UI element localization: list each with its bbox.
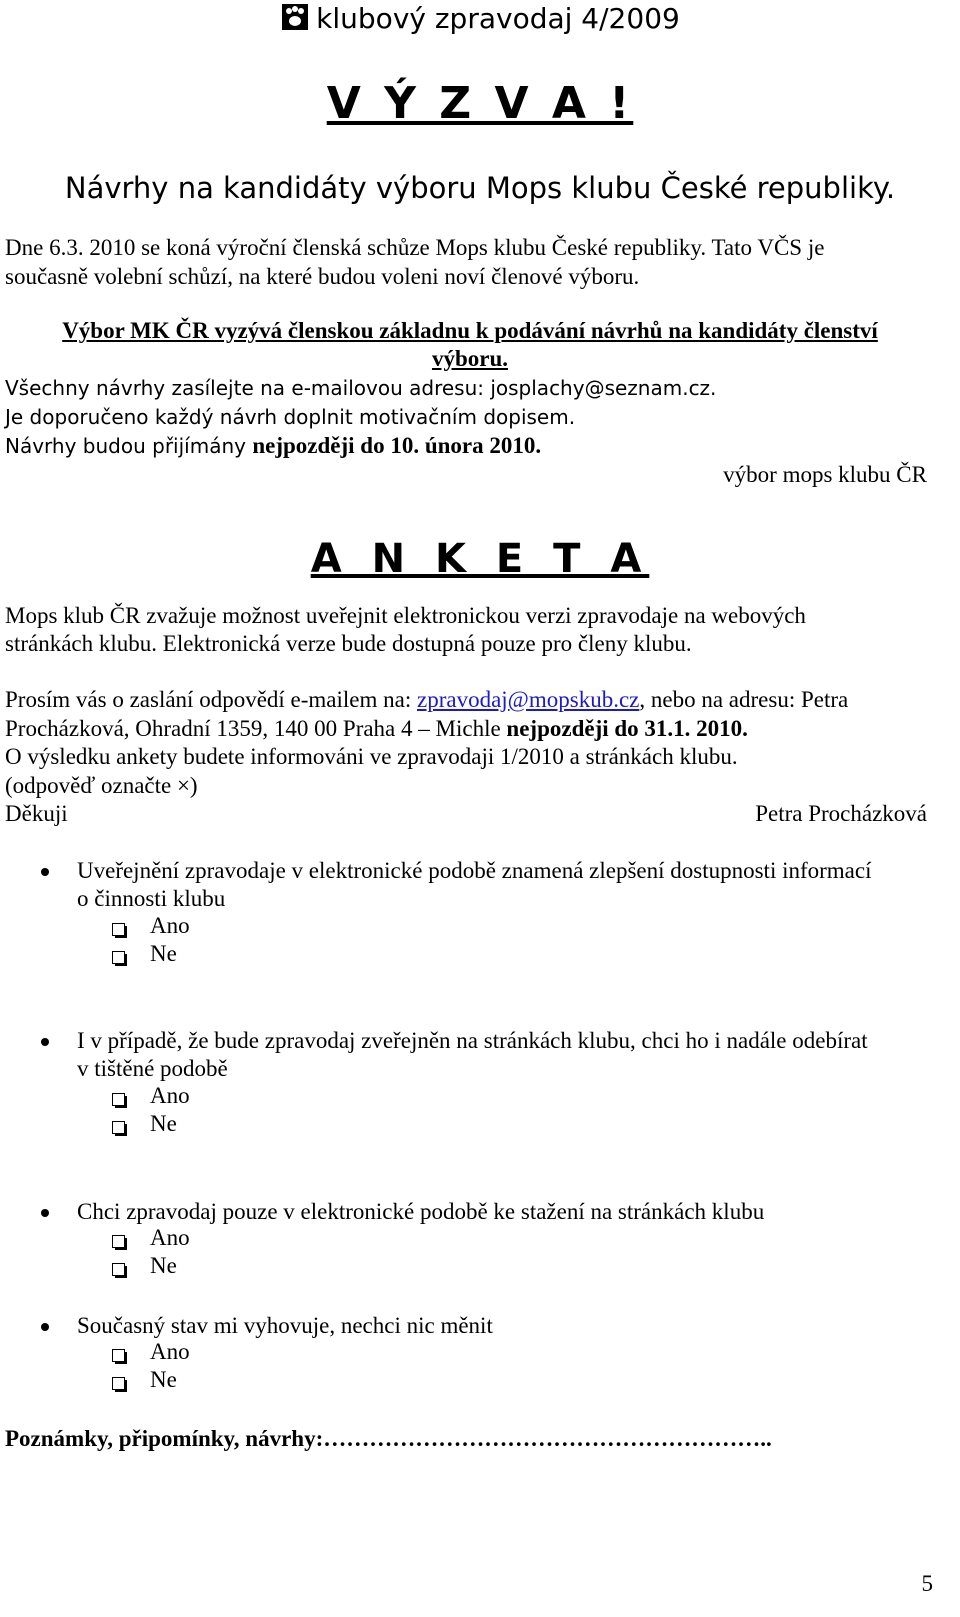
q4-ne-checkbox[interactable] (112, 1377, 125, 1390)
q3-ano-label: Ano (150, 1225, 190, 1250)
q2-ano-label: Ano (150, 1083, 190, 1108)
question-1-line1: Uveřejnění zpravodaje v elektronické podobě znamená zlepšení dostupnosti informací (77, 858, 872, 883)
bullet-icon (41, 868, 49, 876)
newsletter-title: klubový zpravodaj 4/2009 (316, 2, 680, 35)
question-3-line1: Chci zpravodaj pouze v elektronické podobě ke stažení na stránkách klubu (77, 1199, 765, 1224)
anketa-p3: O výsledku ankety budete informováni ve zpravodaji 1/2010 a stránkách klubu. (5, 744, 738, 769)
deadline-date: nejpozději do 10. února 2010. (252, 433, 542, 458)
q1-ne-checkbox[interactable] (112, 951, 125, 964)
motivation-instruction: Je doporučeno každý návrh doplnit motivačním dopisem. (5, 405, 576, 429)
q2-ano-checkbox[interactable] (112, 1093, 125, 1106)
survey-email-link[interactable]: zpravodaj@mopskub.cz (417, 687, 640, 712)
deadline-prefix: Návrhy budou přijímány (5, 434, 253, 458)
call-line-2: výboru. (431, 346, 509, 371)
anketa-heading: A N K E T A (310, 536, 650, 582)
bullet-icon (41, 1209, 49, 1217)
anketa-p2-line2 (5, 714, 748, 743)
bullet-icon (41, 1038, 49, 1046)
p2-suffix: , nebo na adresu: Petra (639, 687, 849, 712)
intro-line-1: Dne 6.3. 2010 se koná výroční členská schůze Mops klubu České republiky. Tato VČS je (5, 235, 825, 260)
question-1-line2: o činnosti klubu (77, 886, 226, 911)
question-4-line1: Současný stav mi vyhovuje, nechci nic měnit (77, 1313, 493, 1338)
question-2-line2: v tištěné podobě (77, 1056, 228, 1081)
p2-prefix: Prosím vás o zaslání odpovědí e-mailem na: (5, 687, 417, 712)
q4-ano-checkbox[interactable] (112, 1349, 125, 1362)
paw-icon (280, 2, 310, 32)
q1-ano-label: Ano (150, 913, 190, 938)
q1-ne-label: Ne (150, 941, 177, 966)
q4-ne-label: Ne (150, 1367, 177, 1392)
page-number: 5 (921, 1571, 933, 1596)
bullet-icon (41, 1323, 49, 1331)
call-line-1: Výbor MK ČR vyzývá členskou základnu k podávání návrhů na kandidáty členství (62, 318, 878, 343)
question-2-line1: I v případě, že bude zpravodaj zveřejněn na stránkách klubu, chci ho i nadále odebírat (77, 1028, 868, 1053)
deadline-line (5, 431, 541, 461)
q2-ne-checkbox[interactable] (112, 1121, 125, 1134)
q1-ano-checkbox[interactable] (112, 923, 125, 936)
vyzva-subtitle: Návrhy na kandidáty výboru Mops klubu České republiky. (64, 171, 896, 205)
anketa-p1-line1: Mops klub ČR zvažuje možnost uveřejnit elektronickou verzi zpravodaje na webových (5, 603, 806, 628)
p2-line2-prefix: Procházková, Ohradní 1359, 140 00 Praha 4 – Michle (5, 716, 507, 741)
intro-line-2: současně volební schůzí, na které budou voleni noví členové výboru. (5, 264, 640, 289)
q3-ano-checkbox[interactable] (112, 1235, 125, 1248)
notes-field[interactable]: Poznámky, připomínky, návrhy:………………………………………………….. (5, 1426, 772, 1451)
survey-deadline: nejpozději do 31.1. 2010. (506, 716, 748, 741)
q4-ano-label: Ano (150, 1339, 190, 1364)
anketa-p2-line1 (5, 685, 848, 714)
vyzva-signature: výbor mops klubu ČR (723, 462, 927, 487)
q3-ne-label: Ne (150, 1253, 177, 1278)
newsletter-header (0, 2, 960, 35)
anketa-p4: (odpověď označte ×) (5, 773, 198, 798)
anketa-thanks: Děkuji (5, 801, 68, 826)
q3-ne-checkbox[interactable] (112, 1263, 125, 1276)
q2-ne-label: Ne (150, 1111, 177, 1136)
email-instruction: Všechny návrhy zasílejte na e-mailovou adresu: josplachy@seznam.cz. (5, 376, 717, 400)
anketa-author: Petra Procházková (755, 801, 927, 826)
anketa-p1-line2: stránkách klubu. Elektronická verze bude dostupná pouze pro členy klubu. (5, 631, 692, 656)
vyzva-heading: V Ý Z V A ! (326, 78, 634, 129)
